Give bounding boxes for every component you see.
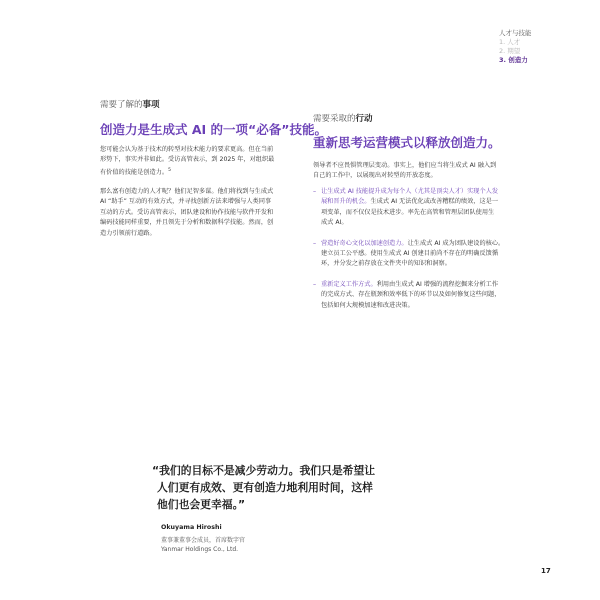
text-line (321, 197, 523, 207)
text-line: 包括如何大规模加速和改进决策。 (321, 301, 414, 309)
section-nav (499, 29, 589, 65)
text-line: Yanmar Holdings Co., Ltd. (161, 545, 239, 553)
quote-author-role (161, 537, 245, 554)
right-intro (313, 161, 523, 182)
section-nav-item-talent[interactable]: 1. 人才 (499, 38, 521, 46)
right-column-label (313, 112, 373, 124)
text-line (321, 280, 523, 290)
text-line: 编码技能同样重要，并且领先于分析和数据科学技能。然而，创 (100, 219, 274, 227)
text-line: 环，并分发之前存放在文件夹中的知识和洞察。 (321, 260, 451, 268)
action-item (313, 280, 523, 311)
action-lead-line: 让生成式 AI 技能提升成为每个人（尤其是顶尖人才）实现个人发 (321, 188, 499, 195)
action-lead-line: 展和晋升的机会。 (321, 198, 371, 206)
quote-line: 人们更有成效、更有创造力地利用时间，这样 (157, 481, 373, 494)
left-column-label (100, 98, 160, 110)
right-column-title: 重新思考运营模式以释放创造力。 (313, 135, 501, 150)
text-span: 利用由生成式 AI 增强的流程挖掘来分析工作 (376, 280, 499, 288)
text-span: 生成式 AI 无法优化或改善糟糕的绩效，这是一 (370, 198, 499, 206)
left-paragraph-2 (100, 187, 310, 239)
text-line: 成式 AI。 (321, 219, 348, 227)
text-line: 互动的方式。受访高管表示，团队建设和协作技能与软件开发和 (100, 208, 274, 216)
text-line: 董事兼董事会成员，首席数字官 (161, 537, 246, 544)
text-line: AI “助手” 互动的有效方式，并寻找创新方法来增强与人类同事 (100, 198, 272, 206)
left-column-title: 创造力是生成式 AI 的一项“必备”技能。 (100, 122, 327, 137)
action-list (313, 187, 523, 321)
quote-line: “我们的目标不是减少劳动力。我们只是希望让 (152, 464, 376, 477)
section-nav-title: 人才与技能 (499, 29, 532, 37)
quote-line: 他们也会更幸福。” (157, 498, 246, 511)
section-nav-item-creativity[interactable]: 3. 创造力 (499, 56, 528, 64)
right-label-bold: 行动 (355, 114, 373, 124)
text-line: 建立员工公平感。使用生成式 AI 创建目前尚不存在的明确反馈循 (321, 250, 499, 258)
text-span: 有价值的技能是创造力。 (100, 168, 169, 176)
dash-icon: – (313, 188, 317, 195)
action-lead-line: 营造好奇心文化以加速创造力。 (321, 239, 408, 247)
text-line: 造力引领前行道路。 (100, 229, 156, 237)
text-line: 您可能会认为基于技术的转型对技术能力的要求更高。但在当前 (100, 146, 274, 153)
section-nav-item-expectations[interactable]: 2. 期望 (499, 47, 521, 55)
dash-icon: – (313, 239, 317, 247)
text-line: 自己的工作中，以展现出对转型的开放态度。 (313, 172, 437, 180)
left-label-prefix: 需要了解的 (100, 100, 143, 110)
right-label-prefix: 需要采取的 (313, 114, 356, 124)
text-span: 让生成式 AI 成为团队建设的核心。 (407, 239, 505, 247)
action-item (313, 239, 523, 270)
left-label-bold: 事项 (142, 100, 160, 110)
text-line: 项变革，而不仅仅是技术进步。率先在高管和管理层团队使用生 (321, 208, 495, 216)
text-line: 领导者不应畏惧管理层变动。事实上，他们应当将生成式 AI 融入到 (313, 162, 497, 169)
dash-icon: – (313, 280, 317, 288)
text-line (100, 166, 300, 178)
footnote-ref[interactable]: 5 (168, 167, 171, 173)
quote-author: Okuyama Hiroshi (161, 524, 222, 531)
action-item (313, 187, 523, 229)
pull-quote (152, 462, 412, 513)
text-line: 那么富有创造力的人才呢？他们足智多谋。他们将找到与生成式 (100, 188, 274, 195)
text-line: 形势下，事实并非如此。受访高管表示，到 2025 年，对组织最 (100, 156, 275, 164)
action-lead-line: 重新定义工作方式。 (321, 280, 377, 288)
text-line (321, 239, 523, 249)
page-number: 17 (541, 567, 551, 575)
text-line: 的完成方式、存在瓶颈和效率低下的环节以及如何修复这些问题， (321, 291, 501, 299)
left-paragraph-1 (100, 145, 300, 178)
